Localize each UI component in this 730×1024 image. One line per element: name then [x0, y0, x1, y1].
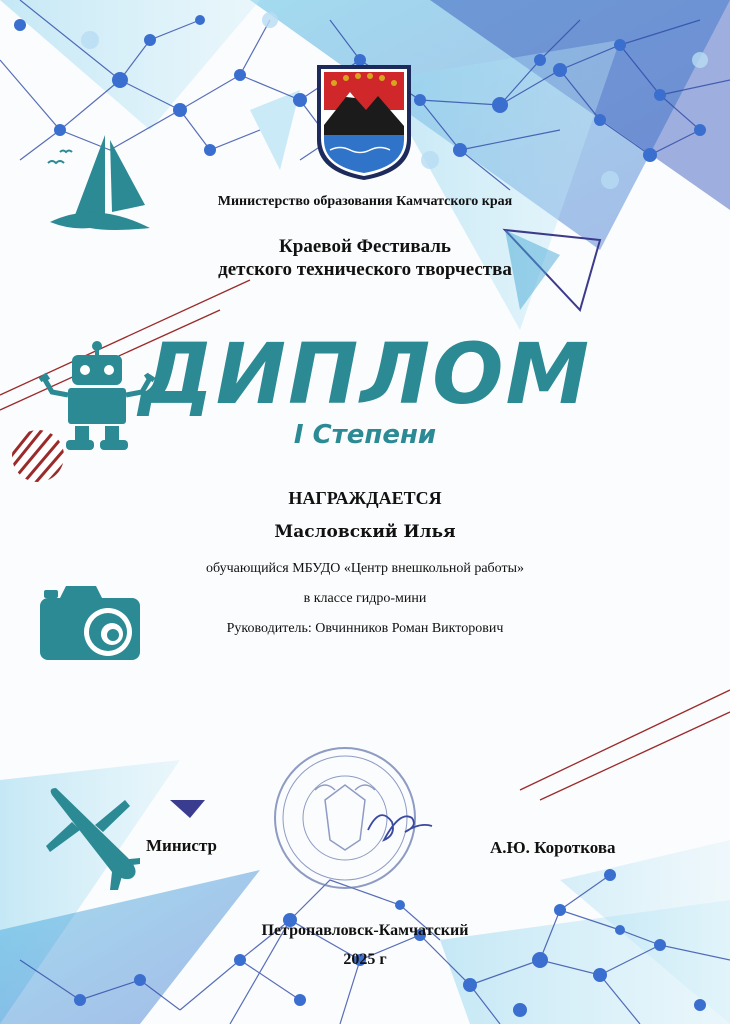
institution-line: обучающийся МБУДО «Центр внешкольной работы»	[205, 561, 524, 576]
ministry-name: Министерство образования Камчатского края	[217, 194, 513, 209]
sailboat-icon	[48, 135, 150, 230]
festival-line-1: Краевой Фестиваль	[279, 236, 451, 257]
signer-name: А.Ю. Короткова	[490, 838, 616, 857]
degree-label: I Степени	[293, 420, 437, 450]
city-name: Петропавловск-Камчатский	[261, 922, 469, 939]
recipient-name: Масловский Илья	[274, 522, 456, 542]
class-line: в классе гидро-мини	[303, 591, 427, 606]
awarded-label: НАГРАЖДАЕТСЯ	[288, 488, 442, 508]
supervisor-line: Руководитель: Овчинников Роман Викторович	[226, 621, 504, 636]
diploma-title: ДИПЛОМ	[138, 325, 592, 423]
official-stamp	[275, 748, 415, 888]
festival-line-2: детского технического творчества	[218, 259, 512, 280]
coat-of-arms	[317, 65, 411, 180]
year-label: 2025 г	[343, 951, 387, 968]
minister-label: Министр	[146, 836, 217, 855]
festival-title	[0, 235, 730, 281]
signature	[368, 815, 432, 840]
